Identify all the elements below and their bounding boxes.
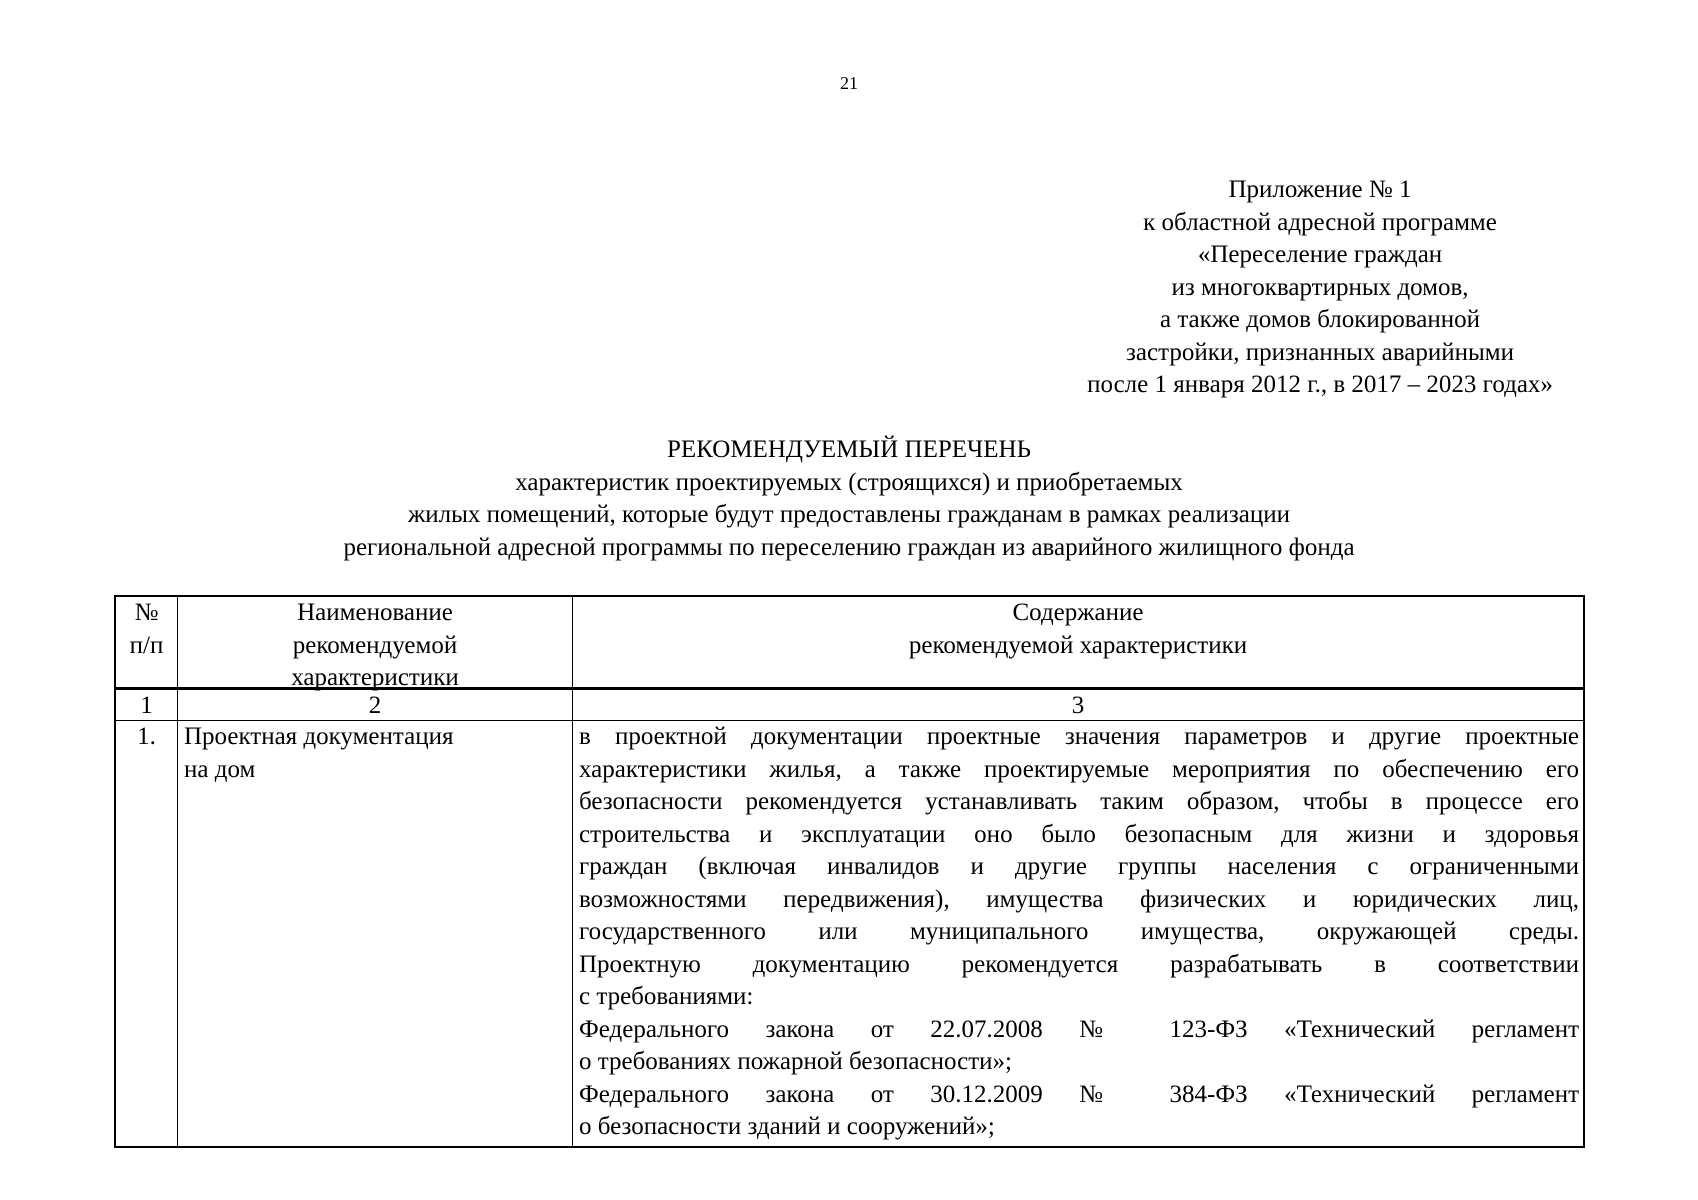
appendix-line: из многоквартирных домов,: [1171, 273, 1469, 301]
header-text: Наименование: [297, 599, 453, 626]
table-row: [116, 721, 1583, 1146]
appendix-line: Приложение № 1: [1228, 176, 1412, 203]
header-text: №: [134, 599, 159, 626]
row-name: [177, 721, 572, 1146]
title-line: региональной адресной программы по переселению граждан из аварийного жилищного фонда: [343, 533, 1355, 561]
content-line: Федерального закона от 22.07.2008 № 123-ФЗ «Технический регламент: [579, 1015, 1579, 1043]
content-line: с требованиями:: [579, 983, 754, 1010]
header-cell-number: [116, 597, 177, 687]
content-line: возможностями передвижения), имущества физических и юридических лиц,: [579, 885, 1579, 913]
content-line: в проектной документации проектные значения параметров и другие проектные: [579, 723, 1579, 750]
row-name-line: на дом: [184, 755, 256, 783]
header-cell-content: [572, 597, 1583, 687]
header-text: рекомендуемой: [292, 631, 458, 659]
appendix-line: «Переселение граждан: [1197, 241, 1443, 268]
table-header-row: [116, 597, 1583, 690]
characteristics-table: [114, 595, 1585, 1148]
appendix-line: после 1 января 2012 г., в 2017 – 2023 годах»: [1087, 371, 1553, 398]
content-line: безопасности рекомендуется устанавливать таким образом, чтобы в процессе его: [579, 788, 1579, 815]
appendix-header: [1000, 174, 1640, 402]
column-number: 3: [572, 690, 1583, 720]
page-number: 21: [840, 73, 858, 93]
column-number: 1: [140, 692, 153, 719]
title-line: характеристик проектируемых (строящихся) и приобретаемых: [515, 468, 1183, 496]
content-line: характеристики жилья, а также проектируемые мероприятия по обеспечению его: [579, 755, 1579, 783]
appendix-line: а также домов блокированной: [1159, 306, 1481, 333]
header-cell-name: [177, 597, 572, 691]
appendix-line: застройки, признанных аварийными: [1126, 338, 1514, 366]
content-line: Федерального закона от 30.12.2009 № 384-ФЗ «Технический регламент: [579, 1080, 1579, 1108]
header-text: Содержание: [1012, 599, 1144, 626]
content-line: граждан (включая инвалидов и другие группы населения с ограниченными: [579, 853, 1579, 880]
row-name-line: Проектная документация: [184, 723, 454, 750]
row-content: [572, 721, 1583, 1146]
content-line: Проектную документацию рекомендуется разрабатывать в соответствии: [579, 950, 1579, 978]
content-line: строительства и эксплуатации оно было безопасным для жизни и здоровья: [579, 820, 1579, 848]
column-number: 2: [177, 690, 572, 720]
content-line: о безопасности зданий и сооружений»;: [579, 1113, 995, 1140]
table-column-numbers-row: [116, 690, 1583, 721]
row-number: 1.: [137, 723, 156, 750]
title-main: РЕКОМЕНДУЕМЫЙ ПЕРЕЧЕНЬ: [667, 436, 1031, 463]
content-line: о требованиях пожарной безопасности»;: [579, 1048, 1012, 1075]
header-text: рекомендуемой характеристики: [908, 631, 1248, 659]
header-text: п/п: [129, 631, 164, 659]
title-line: жилых помещений, которые будут предоставлены гражданам в рамках реализации: [408, 501, 1290, 528]
document-title: [0, 434, 1698, 564]
content-line: государственного или муниципального имущества, окружающей среды.: [579, 918, 1579, 945]
appendix-line: к областной адресной программе: [1143, 208, 1497, 236]
header-text: характеристики: [291, 664, 459, 691]
